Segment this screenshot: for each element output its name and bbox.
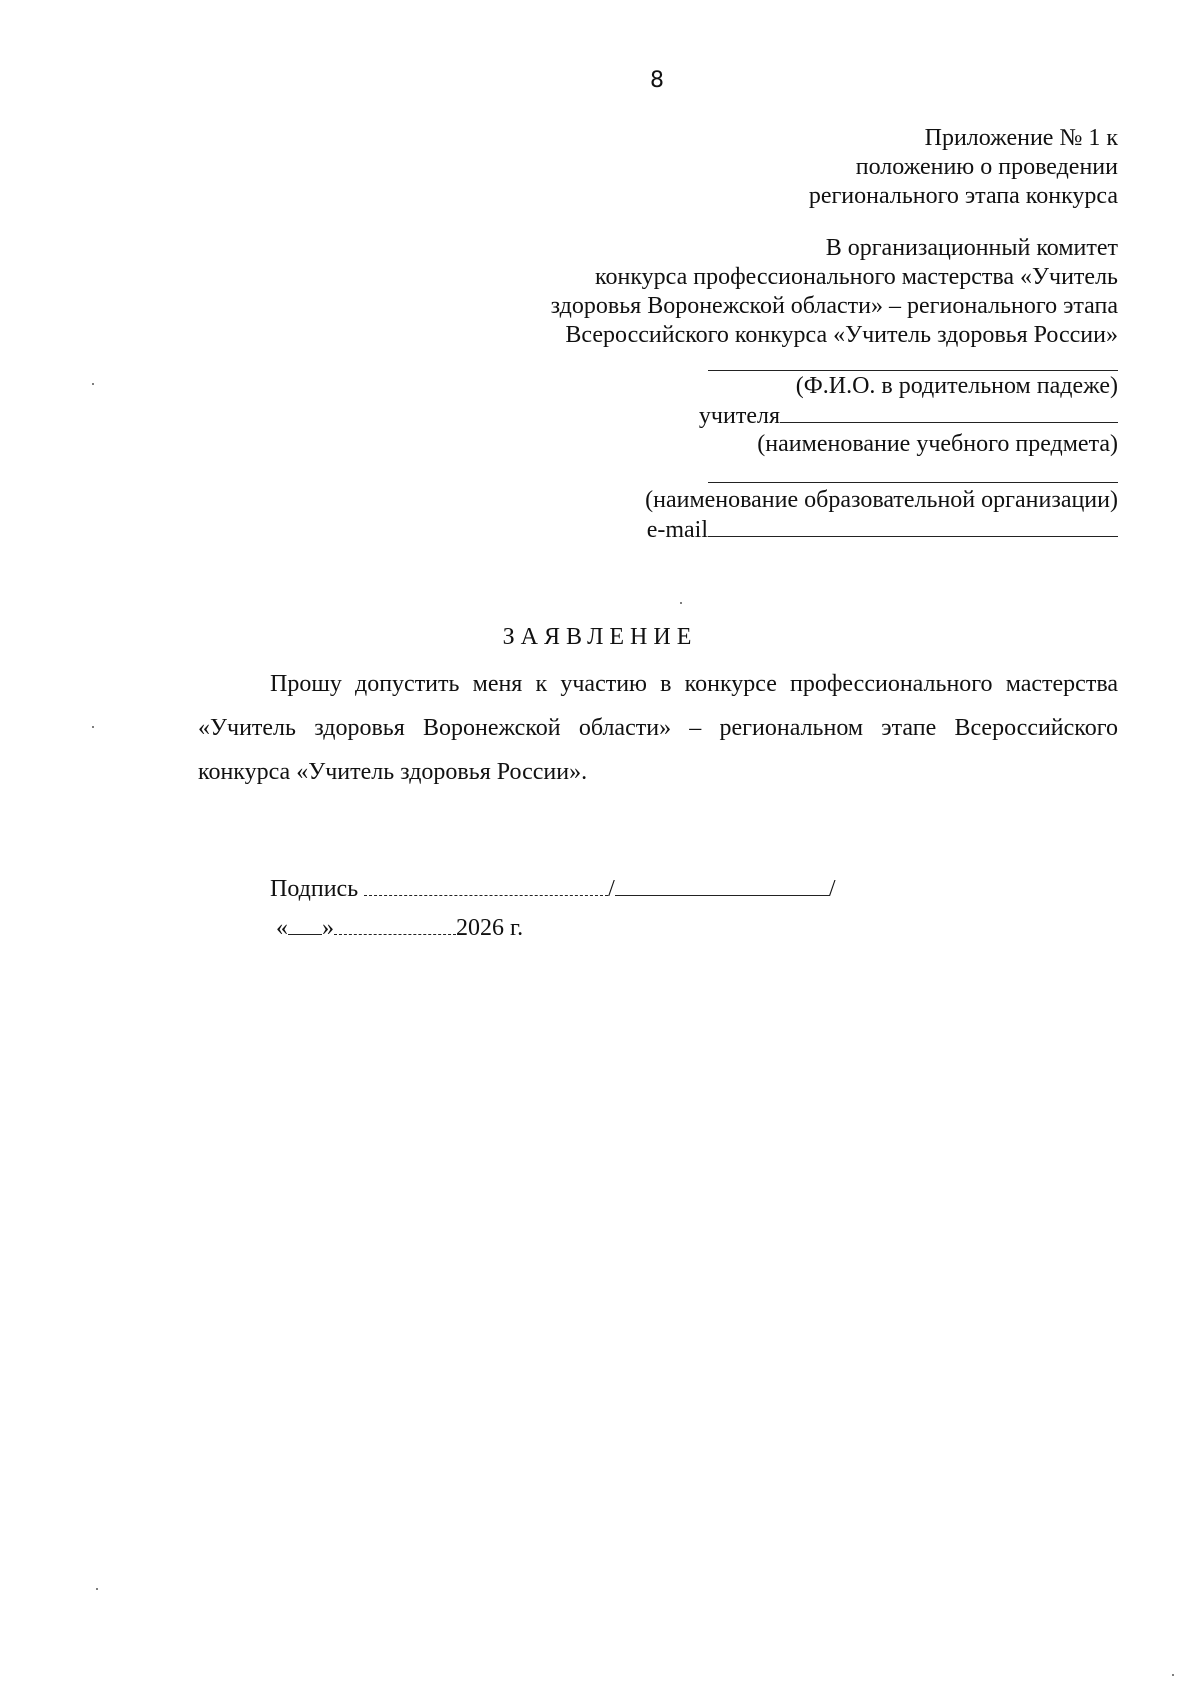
signature-name-input-line[interactable] bbox=[615, 873, 829, 896]
date-row bbox=[276, 912, 523, 943]
organization-input-line[interactable] bbox=[708, 482, 1118, 483]
fio-caption: (Ф.И.О. в родительном падеже) bbox=[795, 373, 1118, 399]
email-label: e-mail bbox=[646, 517, 708, 543]
signature-end: / bbox=[828, 876, 836, 902]
date-close-quote: » bbox=[322, 915, 334, 941]
signature-label: Подпись bbox=[270, 876, 359, 902]
signature-separator: / bbox=[608, 876, 615, 902]
signature-input-line[interactable] bbox=[364, 873, 608, 896]
annex-header bbox=[809, 124, 1118, 211]
addressee-line: здоровья Воронежской области» – регионального этапа bbox=[550, 293, 1118, 319]
scan-speck bbox=[92, 383, 94, 385]
date-open-quote: « bbox=[276, 915, 288, 941]
addressee-block bbox=[551, 234, 1118, 350]
annex-line: Приложение № 1 к bbox=[924, 125, 1118, 151]
scan-speck bbox=[680, 602, 682, 604]
email-row bbox=[647, 514, 1118, 542]
annex-line: положению о проведении bbox=[855, 154, 1118, 180]
subject-caption: (наименование учебного предмета) bbox=[757, 431, 1118, 457]
addressee-line: В организационный комитет bbox=[825, 235, 1118, 261]
scan-speck bbox=[1172, 1674, 1174, 1676]
application-body: Прошу допустить меня к участию в конкурсе профессионального мастерства «Учитель здоровья Воронежской области» – региональном этапе Всероссийского конкурса «Учитель здоровья России». bbox=[198, 671, 1118, 785]
scan-speck bbox=[96, 1588, 98, 1590]
scan-speck bbox=[92, 726, 94, 728]
annex-line: регионального этапа конкурса bbox=[808, 183, 1118, 209]
addressee-line: Всероссийского конкурса «Учитель здоровья России» bbox=[565, 322, 1118, 348]
organization-caption: (наименование образовательной организации) bbox=[645, 487, 1118, 513]
day-input-line[interactable] bbox=[288, 912, 322, 935]
teacher-subject-input-line[interactable] bbox=[780, 400, 1118, 423]
signature-row bbox=[270, 873, 835, 904]
addressee-line: конкурса профессионального мастерства «Учитель bbox=[595, 264, 1118, 290]
teacher-row bbox=[699, 400, 1118, 428]
teacher-label: учителя bbox=[698, 403, 780, 429]
date-year: 2026 г. bbox=[456, 915, 524, 941]
email-input-line[interactable] bbox=[708, 514, 1118, 537]
fio-input-line[interactable] bbox=[708, 370, 1118, 371]
page-number: 8 bbox=[650, 68, 664, 93]
document-title: ЗАЯВЛЕНИЕ bbox=[502, 624, 698, 650]
month-input-line[interactable] bbox=[334, 912, 456, 935]
